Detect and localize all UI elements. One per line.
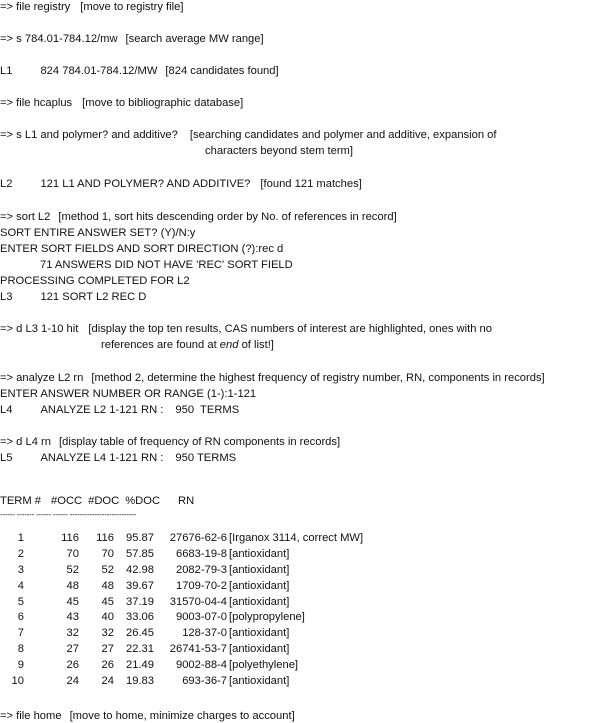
doc-count: 45 bbox=[101, 595, 114, 608]
header-term: TERM # bbox=[0, 495, 42, 507]
system-prompt: ENTER ANSWER NUMBER OR RANGE (1-):1-121 bbox=[0, 388, 257, 400]
analyze-prompt-line bbox=[0, 387, 256, 401]
doc-count: 70 bbox=[101, 547, 114, 560]
table-divider bbox=[0, 508, 136, 522]
cmd-display-hit-continuation bbox=[101, 338, 274, 352]
system-message: PROCESSING COMPLETED FOR L2 bbox=[0, 275, 190, 287]
header-occ: #OCC bbox=[51, 495, 83, 507]
cmd-display-hit-line bbox=[0, 322, 492, 336]
annotation: [polyethylene] bbox=[229, 659, 299, 672]
occ-count: 70 bbox=[66, 547, 79, 560]
occ-count: 45 bbox=[66, 595, 79, 608]
sort-fields-line bbox=[0, 242, 283, 256]
command: => sort L2 bbox=[0, 211, 51, 223]
registry-number: 1709-70-2 bbox=[175, 579, 227, 592]
command: => d L4 rn bbox=[0, 436, 52, 448]
term-number: 5 bbox=[17, 595, 24, 608]
doc-percent: 19.83 bbox=[126, 675, 154, 688]
term-count: 950 TERMS bbox=[175, 404, 240, 416]
query-text: 121 SORT L2 REC D bbox=[40, 291, 147, 303]
occ-count: 26 bbox=[66, 659, 79, 672]
registry-number: 27676-62-6 bbox=[169, 532, 227, 544]
doc-percent: 42.98 bbox=[126, 563, 154, 576]
doc-percent: 21.49 bbox=[126, 659, 154, 672]
header-rn: RN bbox=[178, 495, 195, 507]
command: => d L3 1-10 hit bbox=[0, 323, 79, 335]
table-row bbox=[0, 548, 363, 564]
occ-count: 24 bbox=[66, 675, 79, 688]
table-row bbox=[0, 643, 363, 659]
annotation: of list!] bbox=[238, 339, 274, 351]
term-number: 9 bbox=[17, 659, 24, 672]
sort-message-line bbox=[40, 258, 293, 272]
registry-number: 693-36-7 bbox=[182, 675, 227, 688]
query-label: L1 bbox=[0, 65, 13, 77]
cmd-search-mw-line bbox=[0, 32, 264, 46]
processing-line bbox=[0, 274, 190, 288]
term-number: 1 bbox=[17, 532, 24, 544]
occ-count: 27 bbox=[66, 643, 79, 656]
registry-number: 6683-19-8 bbox=[175, 547, 227, 560]
annotation: [move to bibliographic database] bbox=[82, 97, 244, 109]
rn-frequency-table-body bbox=[0, 532, 363, 691]
table-row bbox=[0, 627, 363, 643]
registry-number: 9002-88-4 bbox=[175, 659, 227, 672]
doc-percent: 22.31 bbox=[126, 643, 154, 656]
doc-percent: 33.06 bbox=[126, 611, 154, 624]
term-number: 2 bbox=[17, 547, 24, 560]
registry-number: 9003-07-0 bbox=[175, 611, 227, 624]
doc-percent: 26.45 bbox=[126, 627, 154, 640]
annotation: [antioxidant] bbox=[229, 595, 290, 608]
cmd-search-polymer-line bbox=[0, 128, 497, 142]
annotation: [polypropylene] bbox=[229, 611, 305, 624]
annotation: characters beyond stem term] bbox=[205, 145, 353, 157]
registry-number: 31570-04-4 bbox=[169, 595, 227, 608]
doc-count: 24 bbox=[101, 675, 114, 688]
annotation: [method 1, sort hits descending order by No. of references in record] bbox=[58, 211, 397, 223]
command: => file registry bbox=[0, 1, 71, 13]
result-l5-line bbox=[0, 451, 236, 465]
table-row bbox=[0, 659, 363, 675]
annotation: [Irganox 3114, correct MW] bbox=[229, 532, 364, 544]
doc-count: 116 bbox=[96, 532, 114, 544]
table-row bbox=[0, 596, 363, 612]
header-pdoc: %DOC bbox=[125, 495, 161, 507]
occ-count: 43 bbox=[66, 611, 79, 624]
cmd-file-home-line bbox=[0, 709, 295, 723]
annotation: [move to registry file] bbox=[80, 1, 184, 13]
rn-frequency-table bbox=[0, 532, 363, 691]
cmd-display-rn-line bbox=[0, 435, 340, 449]
table-row bbox=[0, 611, 363, 627]
registry-number: 128-37-0 bbox=[182, 627, 227, 640]
doc-count: 27 bbox=[101, 643, 114, 656]
doc-count: 48 bbox=[101, 579, 114, 592]
result-l3-line bbox=[0, 290, 146, 304]
header-doc: #DOC bbox=[88, 495, 120, 507]
annotation: [found 121 matches] bbox=[260, 178, 362, 190]
annotation: [antioxidant] bbox=[229, 627, 290, 640]
annotation: [method 2, determine the highest frequency of registry number, RN, components in records] bbox=[91, 372, 545, 384]
cmd-sort-line bbox=[0, 210, 397, 224]
annotation: [antioxidant] bbox=[229, 675, 290, 688]
registry-number: 2082-79-3 bbox=[175, 563, 227, 576]
occ-count: 52 bbox=[66, 563, 79, 576]
annotation: [antioxidant] bbox=[229, 547, 290, 560]
system-message: 71 ANSWERS DID NOT HAVE 'REC' SORT FIELD bbox=[40, 259, 293, 271]
doc-percent: 37.19 bbox=[126, 595, 154, 608]
query-text: ANALYZE L4 1-121 RN : bbox=[40, 452, 164, 464]
result-l2-line bbox=[0, 177, 362, 191]
occ-count: 116 bbox=[61, 532, 79, 544]
doc-count: 32 bbox=[101, 627, 114, 640]
occ-count: 48 bbox=[66, 579, 79, 592]
query-label: L4 bbox=[0, 404, 13, 416]
term-count: 950 TERMS bbox=[175, 452, 237, 464]
query-label: L2 bbox=[0, 178, 13, 190]
annotation-emphasis: end bbox=[219, 339, 239, 351]
command: => analyze L2 rn bbox=[0, 372, 84, 384]
annotation: [search average MW range] bbox=[125, 33, 264, 45]
doc-percent: 95.87 bbox=[126, 532, 154, 544]
annotation: [antioxidant] bbox=[229, 563, 290, 576]
table-row bbox=[0, 532, 363, 548]
registry-number: 26741-53-7 bbox=[169, 643, 227, 656]
divider-text: ------ ------- ------ ------ --------------------------- bbox=[0, 510, 137, 519]
annotation: [antioxidant] bbox=[229, 643, 290, 656]
doc-percent: 57.85 bbox=[126, 547, 154, 560]
query-text: 121 L1 AND POLYMER? AND ADDITIVE? bbox=[40, 178, 251, 190]
table-row bbox=[0, 580, 363, 596]
system-prompt: ENTER SORT FIELDS AND SORT DIRECTION (?):rec d bbox=[0, 243, 284, 255]
term-number: 3 bbox=[17, 563, 24, 576]
term-number: 7 bbox=[17, 627, 24, 640]
occ-count: 32 bbox=[66, 627, 79, 640]
annotation: [display the top ten results, CAS numbers of interest are highlighted, ones with no bbox=[88, 323, 492, 335]
doc-count: 52 bbox=[101, 563, 114, 576]
term-number: 10 bbox=[11, 675, 24, 688]
query-label: L3 bbox=[0, 291, 13, 303]
annotation: [searching candidates and polymer and additive, expansion of bbox=[189, 129, 497, 141]
result-l4-line bbox=[0, 403, 239, 417]
doc-percent: 39.67 bbox=[126, 579, 154, 592]
annotation: [824 candidates found] bbox=[165, 65, 279, 77]
cmd-file-registry-line bbox=[0, 0, 183, 14]
result-l1-line bbox=[0, 64, 279, 78]
table-header-row bbox=[0, 494, 194, 508]
command: => file home bbox=[0, 710, 62, 722]
query-text: 824 784.01-784.12/MW bbox=[40, 65, 158, 77]
command: => file hcaplus bbox=[0, 97, 73, 109]
table-row bbox=[0, 675, 363, 691]
system-prompt: SORT ENTIRE ANSWER SET? (Y)/N:y bbox=[0, 227, 196, 239]
term-number: 6 bbox=[17, 611, 24, 624]
term-number: 8 bbox=[17, 643, 24, 656]
query-text: ANALYZE L2 1-121 RN : bbox=[40, 404, 164, 416]
command: => s 784.01-784.12/mw bbox=[0, 33, 118, 45]
query-label: L5 bbox=[0, 452, 13, 464]
doc-count: 40 bbox=[101, 611, 114, 624]
term-number: 4 bbox=[17, 579, 24, 592]
cmd-search-polymer-continuation bbox=[205, 144, 353, 158]
cmd-analyze-line bbox=[0, 371, 545, 385]
table-row bbox=[0, 564, 363, 580]
annotation: [display table of frequency of RN components in records] bbox=[59, 436, 341, 448]
annotation: [move to home, minimize charges to account] bbox=[69, 710, 295, 722]
command: => s L1 and polymer? and additive? bbox=[0, 129, 178, 141]
cmd-file-hcaplus-line bbox=[0, 96, 243, 110]
annotation: references are found at bbox=[101, 339, 220, 351]
annotation: [antioxidant] bbox=[229, 579, 290, 592]
doc-count: 26 bbox=[101, 659, 114, 672]
sort-prompt-line bbox=[0, 226, 195, 240]
